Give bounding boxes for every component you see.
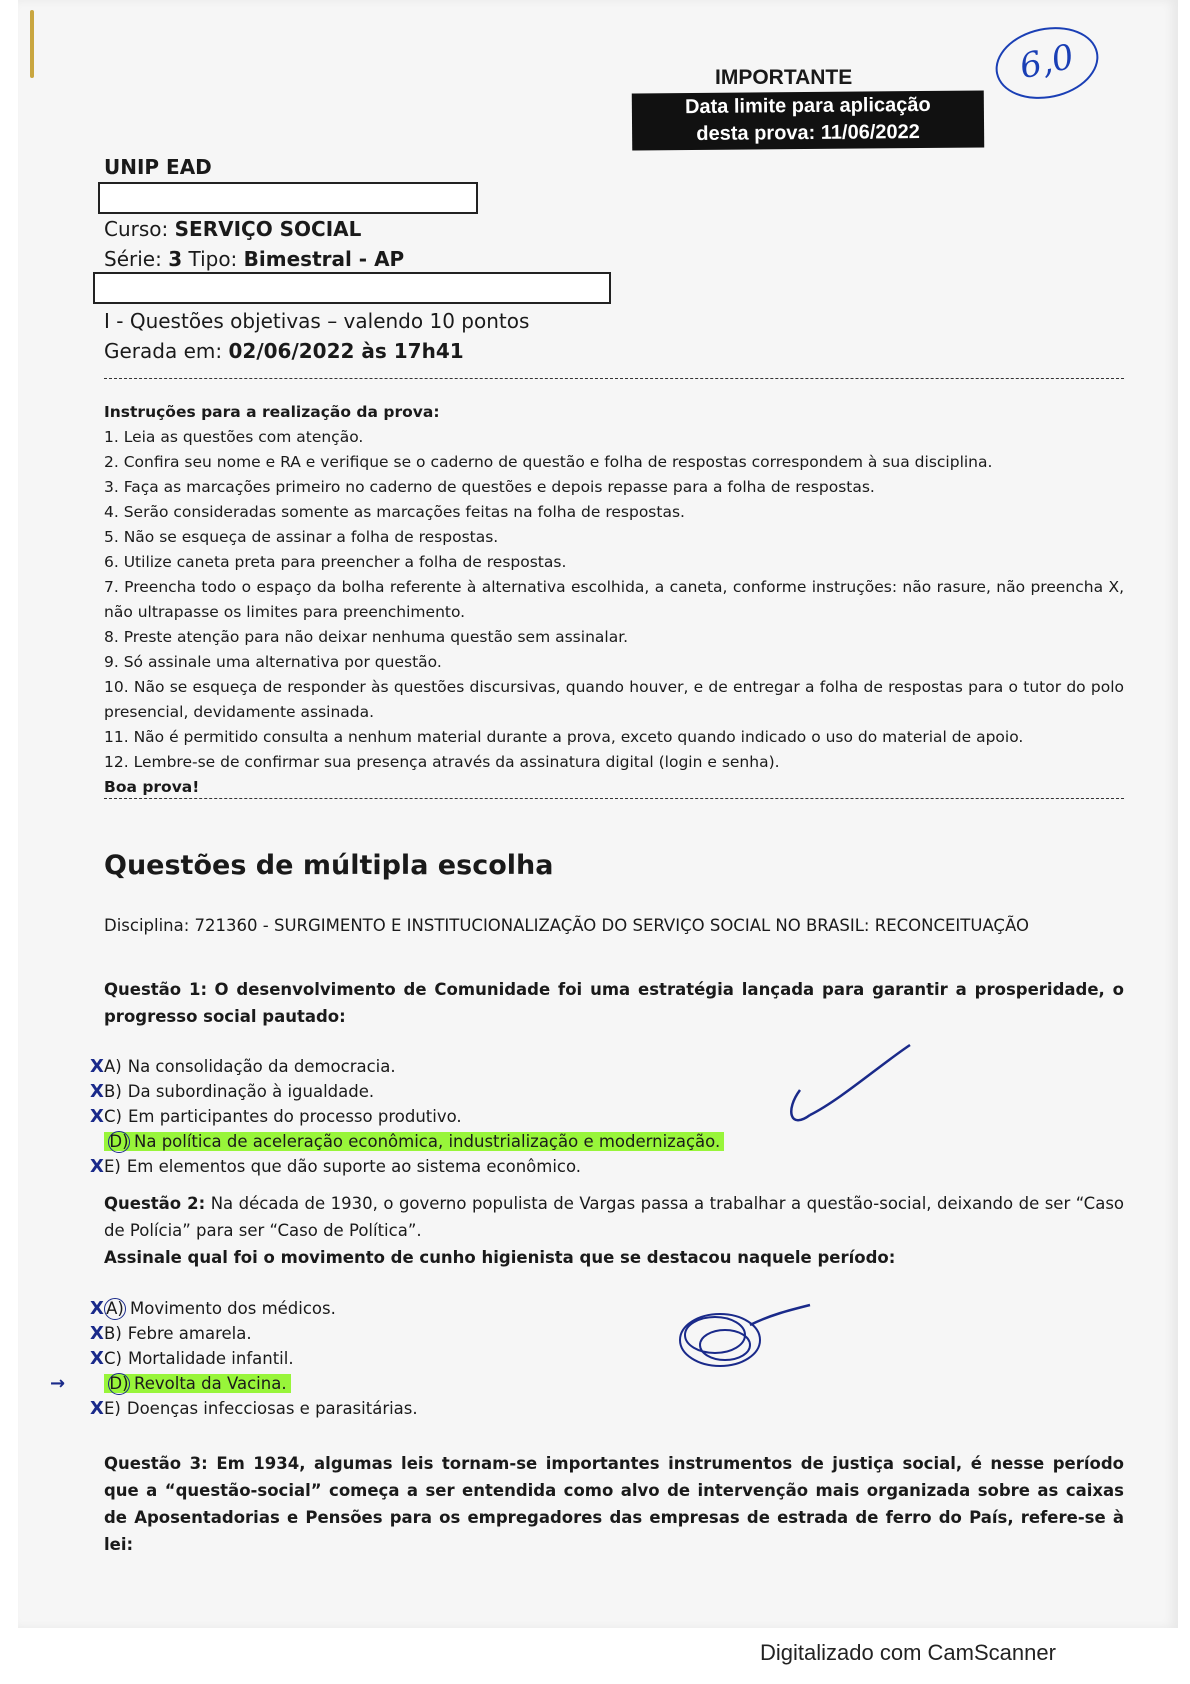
question-1: [104, 976, 1124, 1030]
instruction-item: 7. Preencha todo o espaço da bolha referente à alternativa escolhida, a caneta, conforme instruções: não rasure, não preencha X, não ultrapasse os limites para preenchimento.: [104, 578, 1124, 621]
option-e[interactable]: [90, 1154, 724, 1179]
series-label: Série:: [104, 247, 162, 271]
option-e[interactable]: [90, 1396, 418, 1421]
instruction-item: 12. Lembre-se de confirmar sua presença através da assinatura digital (login e senha).: [104, 753, 780, 771]
question-label: Questão 2:: [104, 1194, 206, 1213]
handwritten-grade: 6,0: [989, 18, 1105, 108]
instructions-closing: Boa prova!: [104, 778, 200, 796]
x-mark: X: [90, 1081, 104, 1102]
discipline: Disciplina: 721360 - SURGIMENTO E INSTITUCIONALIZAÇÃO DO SERVIÇO SOCIAL NO BRASIL: RECONCEITUAÇÃO: [104, 916, 1029, 935]
option-text: Da subordinação à igualdade.: [127, 1082, 375, 1101]
option-letter: C): [104, 1107, 122, 1126]
option-letter: E): [104, 1157, 121, 1176]
question-2-options: [50, 1296, 418, 1421]
option-letter: A): [104, 1057, 122, 1076]
instruction-item: 1. Leia as questões com atenção.: [104, 428, 364, 446]
question-text: Em 1934, algumas leis tornam-se importantes instrumentos de justiça social, é nesse período que a “questão-social” começa a ser entendida como alvo de intervenção mais organizada sobre as caixas de Aposentadorias e Pensões para os empregadores das empresas de estrada de ferro do País, refere-se à lei:: [104, 1454, 1125, 1554]
deadline-box: [632, 90, 984, 150]
x-mark: X: [90, 1398, 104, 1419]
question-label: Questão 3:: [104, 1454, 208, 1473]
option-b[interactable]: [90, 1321, 418, 1346]
instruction-item: 5. Não se esqueça de assinar a folha de respostas.: [104, 528, 499, 546]
deadline-line-2: desta prova: 11/06/2022: [696, 121, 920, 145]
important-title: IMPORTANTE: [715, 66, 853, 89]
option-d-selected[interactable]: [90, 1129, 724, 1154]
x-mark: X: [90, 1106, 104, 1127]
type-value: Bimestral - AP: [243, 247, 405, 271]
instructions: [104, 400, 1124, 800]
x-mark: X: [90, 1056, 104, 1077]
course-value: SERVIÇO SOCIAL: [174, 217, 362, 241]
option-a[interactable]: [90, 1054, 724, 1079]
x-mark: X: [90, 1298, 104, 1319]
option-a[interactable]: [90, 1296, 418, 1321]
scanner-watermark: Digitalizado com CamScanner: [760, 1640, 1056, 1665]
instruction-item: 9. Só assinale uma alternativa por questão.: [104, 653, 442, 671]
option-d-selected[interactable]: [50, 1371, 418, 1396]
option-letter: C): [104, 1349, 122, 1368]
course-label: Curso:: [104, 217, 169, 241]
deadline-line-1: Data limite para aplicação: [684, 93, 931, 119]
divider: [104, 378, 1124, 379]
instruction-item: 2. Confira seu nome e RA e verifique se o caderno de questão e folha de respostas correspondem à sua disciplina.: [104, 453, 993, 471]
option-letter: A): [104, 1298, 126, 1320]
instruction-item: 11. Não é permitido consulta a nenhum material durante a prova, exceto quando indicado o uso do material de apoio.: [104, 728, 1024, 746]
option-text: Febre amarela.: [127, 1324, 252, 1343]
option-c[interactable]: [90, 1346, 418, 1371]
generated-line: [104, 339, 529, 363]
option-letter: E): [104, 1399, 121, 1418]
question-3: [104, 1450, 1124, 1558]
staple: [30, 10, 34, 78]
generated-value: 02/06/2022 às 17h41: [228, 339, 464, 363]
option-letter: D): [109, 1374, 129, 1393]
option-text: Em participantes do processo produtivo.: [127, 1107, 462, 1126]
divider: [104, 798, 1124, 799]
instruction-item: 3. Faça as marcações primeiro no caderno de questões e depois repasse para a folha de respostas.: [104, 478, 875, 496]
question-text: O desenvolvimento de Comunidade foi uma estratégia lançada para garantir a prosperidade, o progresso social pautado:: [104, 980, 1125, 1026]
option-text: Em elementos que dão suporte ao sistema econômico.: [126, 1157, 582, 1176]
instruction-item: 10. Não se esqueça de responder às questões discursivas, quando houver, e de entregar a folha de respostas para o tutor do polo presencial, devidamente assinada.: [104, 678, 1124, 721]
institution: UNIP EAD: [104, 155, 212, 179]
option-text: Na consolidação da democracia.: [127, 1057, 396, 1076]
question-label: Questão 1:: [104, 980, 208, 999]
redacted-ra-box: [93, 272, 611, 304]
scribble-icon: [670, 1290, 820, 1380]
course-line: [104, 217, 529, 241]
option-letter: D): [109, 1132, 129, 1151]
instructions-title: Instruções para a realização da prova:: [104, 403, 440, 421]
question-text: Na década de 1930, o governo populista de Vargas passa a trabalhar a questão-social, deixando de ser “Caso de Polícia” para ser “Caso de Política”.: [104, 1194, 1125, 1240]
section-title: Questões de múltipla escolha: [104, 850, 554, 881]
option-text: Revolta da Vacina.: [134, 1374, 287, 1393]
checkmark-icon: [770, 1040, 920, 1140]
question-2: [104, 1190, 1124, 1271]
option-letter: B): [104, 1082, 122, 1101]
x-mark: X: [90, 1323, 104, 1344]
option-text: Mortalidade infantil.: [127, 1349, 294, 1368]
generated-label: Gerada em:: [104, 339, 223, 363]
series-line: [104, 247, 529, 271]
option-b[interactable]: [90, 1079, 724, 1104]
series-value: 3: [168, 247, 183, 271]
arrow-mark: →: [50, 1373, 66, 1394]
option-text: Doenças infecciosas e parasitárias.: [126, 1399, 418, 1418]
type-label: Tipo:: [188, 247, 238, 271]
instruction-item: 6. Utilize caneta preta para preencher a folha de respostas.: [104, 553, 567, 571]
instruction-item: 8. Preste atenção para não deixar nenhuma questão sem assinalar.: [104, 628, 629, 646]
option-text: Movimento dos médicos.: [130, 1299, 336, 1318]
x-mark: X: [90, 1348, 104, 1369]
option-text: Na política de aceleração econômica, industrialização e modernização.: [134, 1132, 721, 1151]
instruction-item: 4. Serão consideradas somente as marcações feitas na folha de respostas.: [104, 503, 685, 521]
option-letter: B): [104, 1324, 122, 1343]
x-mark: X: [90, 1156, 104, 1177]
section-label: I - Questões objetivas – valendo 10 pontos: [104, 309, 530, 333]
question-prompt: Assinale qual foi o movimento de cunho higienista que se destacou naquele período:: [104, 1248, 896, 1267]
redacted-name-box: [98, 182, 478, 214]
option-c[interactable]: [90, 1104, 724, 1129]
question-1-options: [90, 1054, 724, 1179]
